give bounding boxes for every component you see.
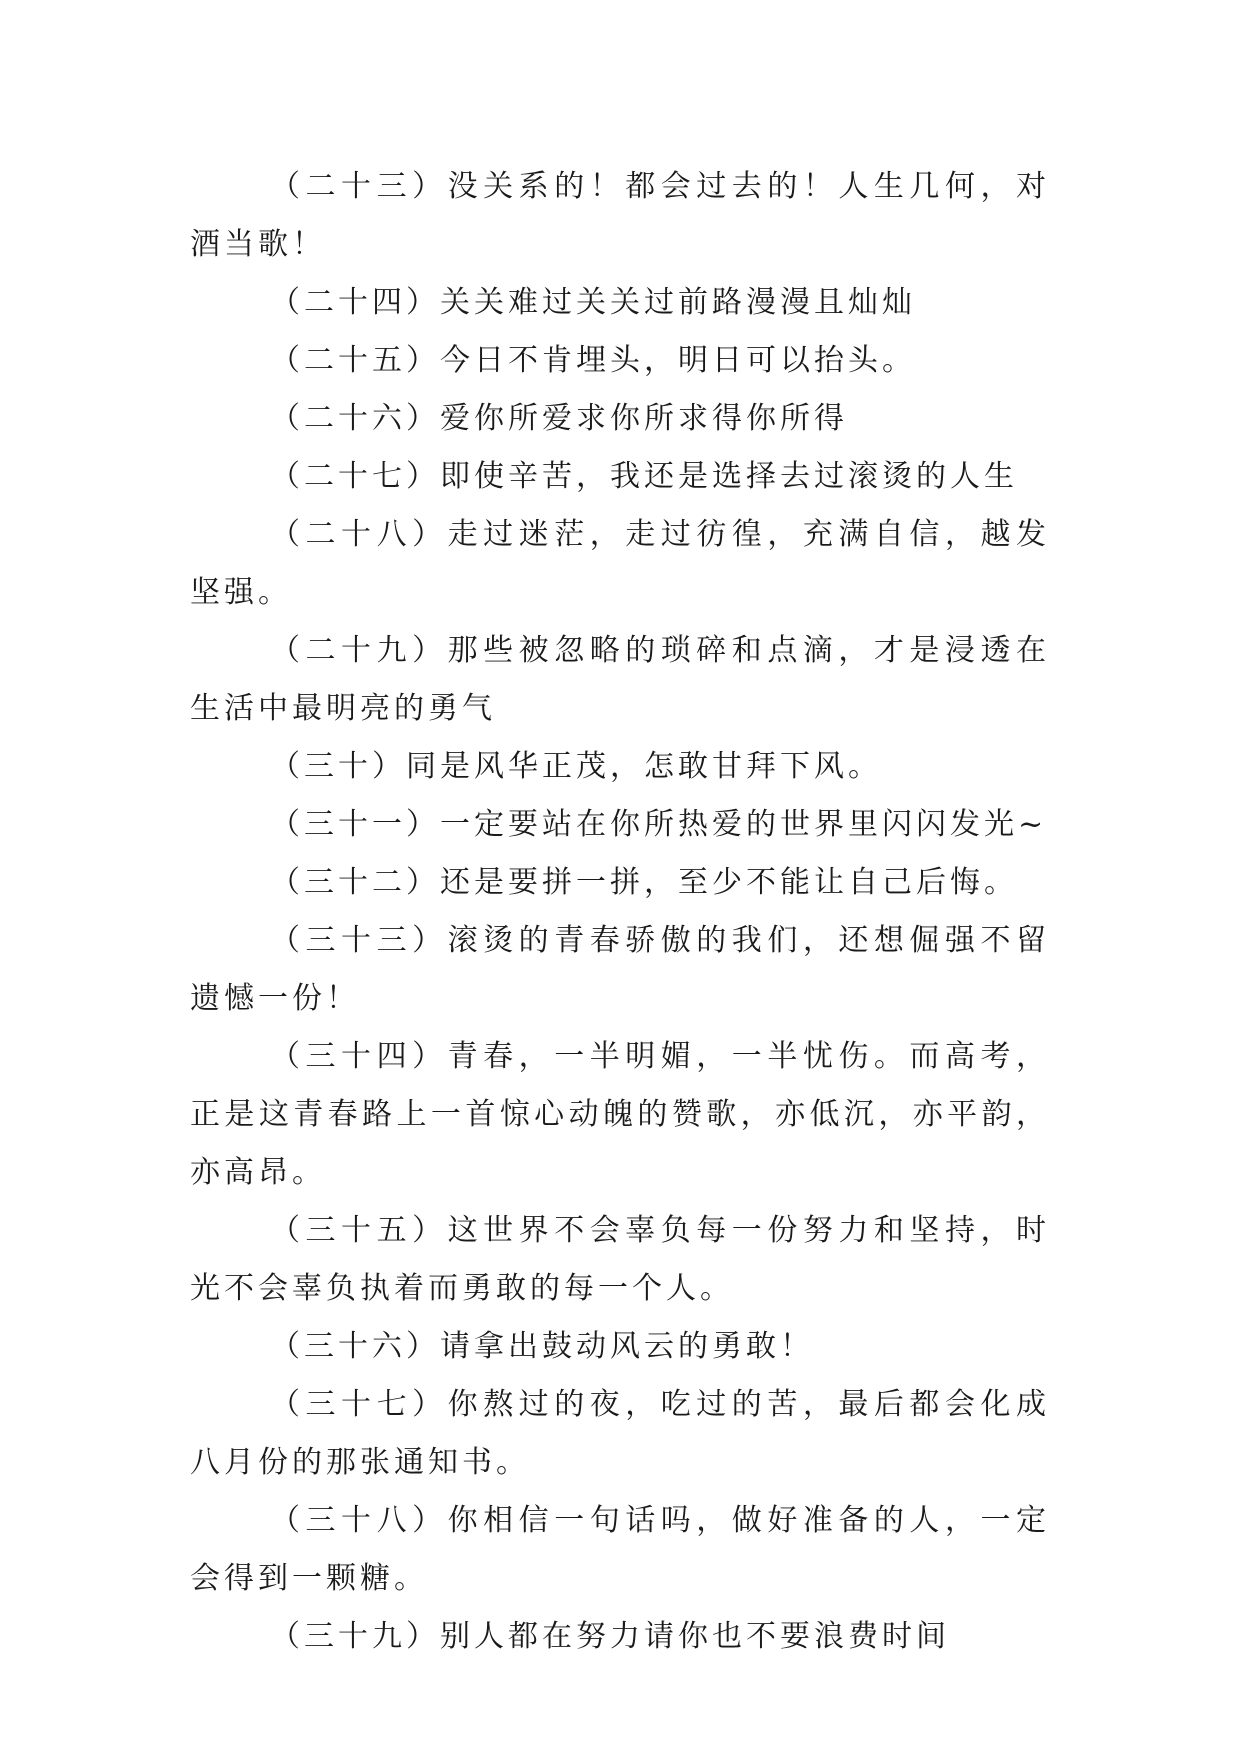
paragraph-39: （三十九）别人都在努力请你也不要浪费时间 xyxy=(270,1619,950,1654)
document-body xyxy=(190,158,1050,1666)
paragraph-37: （三十七）你熬过的夜，吃过的苦，最后都会化成八月份的那张通知书。 xyxy=(190,1387,1050,1480)
paragraph-26: （二十六）爱你所爱求你所求得你所得 xyxy=(270,401,848,436)
paragraph-34: （三十四）青春，一半明媚，一半忧伤。而高考，正是这青春路上一首惊心动魄的赞歌，亦低沉，亦平韵，亦高昂。 xyxy=(190,1039,1050,1190)
paragraph-33: （三十三）滚烫的青春骄傲的我们，还想倔强不留遗憾一份！ xyxy=(190,923,1050,1016)
paragraph-23: （二十三）没关系的！都会过去的！人生几何，对酒当歌！ xyxy=(190,169,1050,262)
paragraph-32: （三十二）还是要拼一拼，至少不能让自己后悔。 xyxy=(270,865,1018,900)
paragraph-28: （二十八）走过迷茫，走过彷徨，充满自信，越发坚强。 xyxy=(190,517,1050,610)
paragraph-29: （二十九）那些被忽略的琐碎和点滴，才是浸透在生活中最明亮的勇气 xyxy=(190,633,1050,726)
paragraph-35: （三十五）这世界不会辜负每一份努力和坚持，时光不会辜负执着而勇敢的每一个人。 xyxy=(190,1213,1050,1306)
paragraph-38: （三十八）你相信一句话吗，做好准备的人，一定会得到一颗糖。 xyxy=(190,1503,1050,1596)
paragraph-31: （三十一）一定要站在你所热爱的世界里闪闪发光~ xyxy=(270,807,1048,842)
paragraph-25: （二十五）今日不肯埋头，明日可以抬头。 xyxy=(270,343,916,378)
paragraph-36: （三十六）请拿出鼓动风云的勇敢！ xyxy=(270,1329,814,1364)
paragraph-24: （二十四）关关难过关关过前路漫漫且灿灿 xyxy=(270,285,916,320)
paragraph-27: （二十七）即使辛苦，我还是选择去过滚烫的人生 xyxy=(270,459,1018,494)
paragraph-30: （三十）同是风华正茂，怎敢甘拜下风。 xyxy=(270,749,882,784)
